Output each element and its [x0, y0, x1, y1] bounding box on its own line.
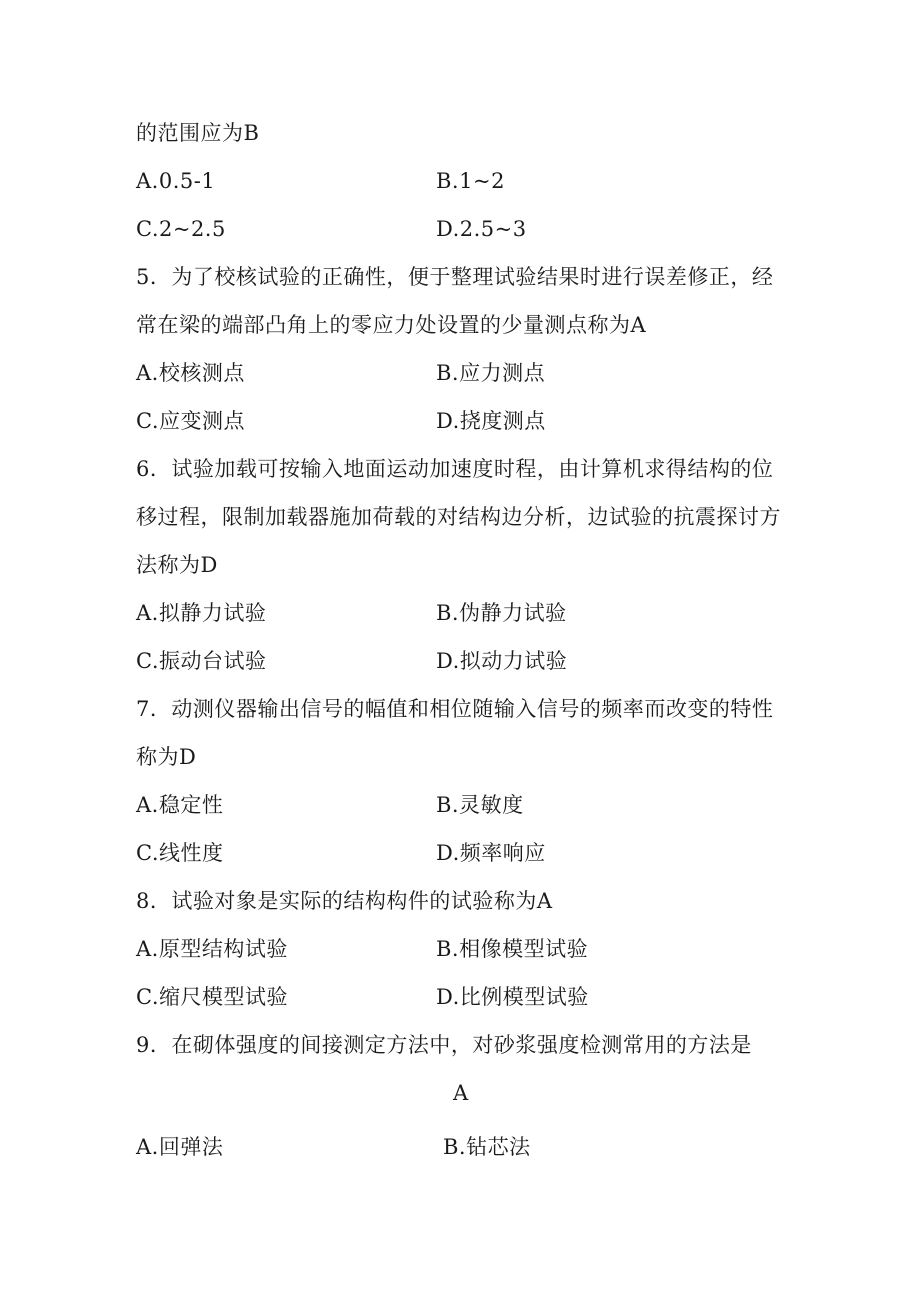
q8-option-a: A.原型结构试验 — [136, 937, 288, 961]
q6-option-a: A.拟静力试验 — [136, 601, 267, 625]
question-6-line-2: 移过程，限制加载器施加荷载的对结构边分析，边试验的抗震探讨方 — [136, 505, 781, 529]
q6-option-d: D.拟动力试验 — [436, 649, 568, 673]
q8-option-d: D.比例模型试验 — [436, 985, 589, 1009]
q7-option-b: B.灵敏度 — [436, 793, 524, 817]
q9-option-a: A.回弹法 — [136, 1135, 224, 1159]
q4-option-b: B.1~2 — [436, 169, 505, 193]
question-5-line-1: 5．为了校核试验的正确性，便于整理试验结果时进行误差修正，经 — [136, 265, 774, 289]
question-5-line-2: 常在梁的端部凸角上的零应力处设置的少量测点称为A — [136, 313, 647, 337]
q4-option-c: C.2~2.5 — [136, 217, 226, 241]
q5-option-d: D.挠度测点 — [436, 409, 546, 433]
question-9-answer: A — [453, 1081, 469, 1105]
q7-option-c: C.线性度 — [136, 841, 224, 865]
question-7-line-2: 称为D — [136, 745, 197, 769]
q8-option-b: B.相像模型试验 — [436, 937, 589, 961]
q9-option-b: B.钻芯法 — [443, 1135, 531, 1159]
q4-option-d: D.2.5~3 — [436, 217, 527, 241]
question-7-line-1: 7．动测仪器输出信号的幅值和相位随输入信号的频率而改变的特性 — [136, 697, 774, 721]
q6-option-b: B.伪静力试验 — [436, 601, 567, 625]
q7-option-d: D.频率响应 — [436, 841, 546, 865]
question-4-tail: 的范围应为B — [136, 121, 260, 145]
q5-option-a: A.校核测点 — [136, 361, 245, 385]
q5-option-b: B.应力测点 — [436, 361, 546, 385]
question-6-line-3: 法称为D — [136, 553, 218, 577]
question-8-line-1: 8．试验对象是实际的结构构件的试验称为A — [136, 889, 553, 913]
q4-option-a: A.0.5-1 — [136, 169, 216, 193]
q7-option-a: A.稳定性 — [136, 793, 224, 817]
question-6-line-1: 6．试验加载可按输入地面运动加速度时程，由计算机求得结构的位 — [136, 457, 774, 481]
q6-option-c: C.振动台试验 — [136, 649, 267, 673]
question-9-line-1: 9．在砌体强度的间接测定方法中，对砂浆强度检测常用的方法是 — [136, 1033, 752, 1057]
q5-option-c: C.应变测点 — [136, 409, 245, 433]
q8-option-c: C.缩尺模型试验 — [136, 985, 288, 1009]
